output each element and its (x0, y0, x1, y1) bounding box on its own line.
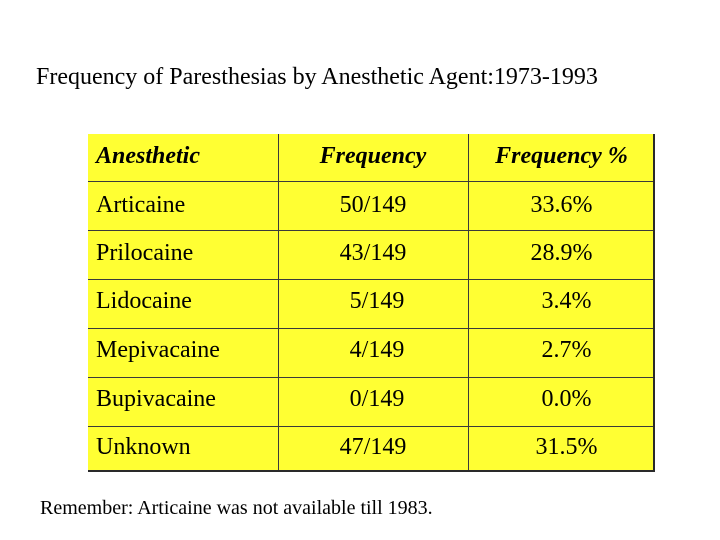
anesthetic-name: Prilocaine (96, 240, 194, 266)
frequency-percent: 2.7% (541, 337, 592, 363)
row-divider (88, 426, 653, 427)
anesthetic-name: Mepivacaine (96, 337, 220, 363)
frequency-value: 4/149 (349, 337, 405, 363)
frequency-percent: 31.5% (535, 434, 598, 460)
row-divider (88, 377, 653, 378)
row-divider (88, 181, 653, 182)
frequency-percent: 33.6% (530, 192, 593, 218)
row-divider (88, 328, 653, 329)
anesthetic-name: Unknown (96, 434, 191, 460)
frequency-value: 47/149 (339, 434, 407, 460)
footnote: Remember: Articaine was not available till 1983. (40, 497, 433, 519)
frequency-value: 50/149 (339, 192, 407, 218)
frequency-value: 5/149 (349, 288, 405, 314)
anesthetic-name: Bupivacaine (96, 386, 216, 412)
anesthetic-name: Lidocaine (96, 288, 192, 314)
header-frequency-percent: Frequency % (495, 143, 628, 169)
anesthetic-name: Articaine (96, 192, 186, 218)
frequency-percent: 3.4% (541, 288, 592, 314)
frequency-value: 0/149 (349, 386, 405, 412)
frequency-percent: 0.0% (541, 386, 592, 412)
row-divider (88, 230, 653, 231)
frequency-percent: 28.9% (530, 240, 593, 266)
frequency-table (88, 134, 655, 472)
frequency-value: 43/149 (339, 240, 407, 266)
row-divider (88, 279, 653, 280)
slide-title: Frequency of Paresthesias by Anesthetic Agent:1973-1993 (36, 64, 598, 90)
header-anesthetic: Anesthetic (96, 143, 201, 169)
header-frequency: Frequency (319, 143, 427, 169)
